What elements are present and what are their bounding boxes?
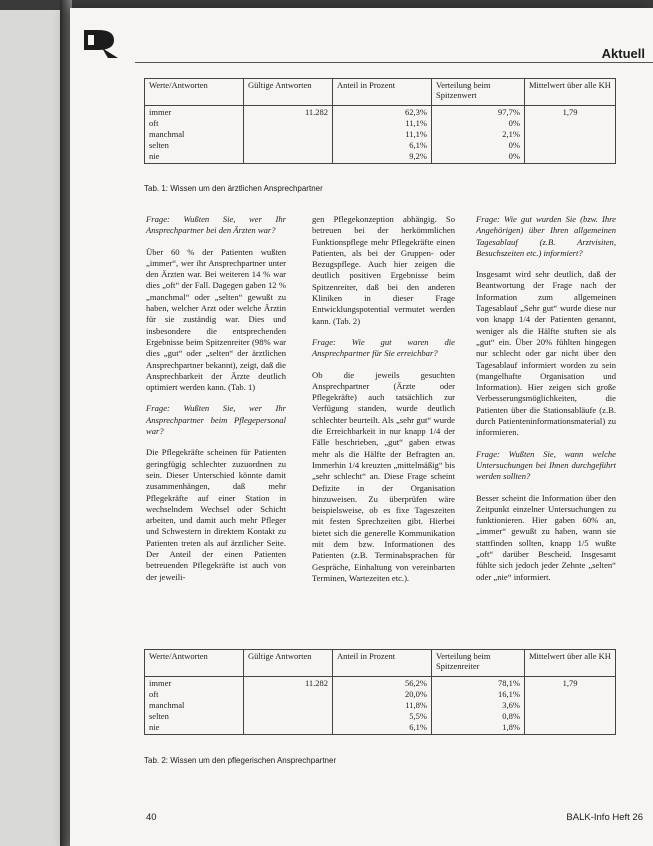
category-label: nie <box>149 722 160 732</box>
body-paragraph: Die Pflegekräfte scheinen für Patienten geringfügig schlechter zuzuordnen zu sein. Dieser Unterschied könnte damit zusammenhängen, daß mehr Pflegekräfte auf einer Station in wechselndem Wechsel oder Schicht arbeiten, und damit auch mehr Pfleger und Schwestern in direktem Kontakt zu Patienten treten als auf ärztlicher Seite. Der Anteil der einen Patienten betreuenden Pflegekräfte ist auch von der jeweili- <box>146 447 286 582</box>
text-column-1 <box>146 214 286 593</box>
table-header-cell: Verteilung beim Spitzenreiter <box>432 650 525 677</box>
table-header-cell: Mittelwert über alle KH <box>525 79 616 106</box>
table-2-caption: Tab. 2: Wissen um den pflegerischen Ansprechpartner <box>144 756 337 765</box>
body-paragraph: gen Pflegekonzeption abhängig. So betreuen bei der herkömmlichen Funktionspflege mehr Pflegekräfte einen Patienten, als bei der Gruppen- oder Bezugspflege. Auch hier zeigen die deutlich positiven Ergebnisse beim Spitzenreiter, daß bei den anderen Kliniken in dieser Frage Entwicklungspotential vermutet werden kann. (Tab. 2) <box>312 214 455 326</box>
percent-value: 20,0% <box>405 689 427 699</box>
table-header-cell: Mittelwert über alle KH <box>525 650 616 677</box>
table-1-caption: Tab. 1: Wissen um den ärztlichen Ansprechpartner <box>144 184 323 193</box>
percent-value: 11,1% <box>405 118 427 128</box>
table-body-row <box>145 677 616 735</box>
category-label: nie <box>149 151 160 161</box>
percent-value: 9,2% <box>409 151 427 161</box>
question-paragraph: Frage: Wußten Sie, wer Ihr Ansprechpartner beim Pflegepersonal war? <box>146 403 286 437</box>
table-2 <box>144 649 616 735</box>
section-label: Aktuell <box>601 46 645 61</box>
category-label: immer <box>149 678 172 688</box>
text-column-3 <box>476 214 616 593</box>
mean-value: 1,79 <box>562 678 578 688</box>
publication-name: BALK-Info Heft 26 <box>566 812 643 823</box>
percent-cell <box>333 677 432 735</box>
percent-value: 11,1% <box>405 129 427 139</box>
peak-value: 0% <box>508 140 520 150</box>
category-label: immer <box>149 107 172 117</box>
table-header-cell: Werte/Antworten <box>145 79 244 106</box>
mean-cell <box>525 677 616 735</box>
table-header-cell: Anteil in Prozent <box>333 79 432 106</box>
peak-value: 3,6% <box>502 700 520 710</box>
mean-cell <box>525 106 616 164</box>
table-header-cell: Verteilung beim Spitzenwert <box>432 79 525 106</box>
percent-cell <box>333 106 432 164</box>
peak-distribution-cell <box>432 106 525 164</box>
peak-value: 0,8% <box>502 711 520 721</box>
category-label: oft <box>149 118 159 128</box>
question-paragraph: Frage: Wie gut wurden Sie (bzw. Ihre Angehörigen) über Ihren allgemeinen Tagesablauf (z.B. Arztvisiten, Besuchszeiten etc.) informiert? <box>476 214 616 258</box>
peak-value: 78,1% <box>498 678 520 688</box>
category-label: selten <box>149 711 169 721</box>
table-header-cell: Anteil in Prozent <box>333 650 432 677</box>
category-cell <box>145 106 244 164</box>
percent-value: 56,2% <box>405 678 427 688</box>
header-rule <box>135 62 653 63</box>
page-number: 40 <box>146 812 157 823</box>
question-paragraph: Frage: Wußten Sie, wann welche Untersuchungen bei Ihnen durchgeführt werden sollten? <box>476 448 616 482</box>
peak-value: 16,1% <box>498 689 520 699</box>
table-header-cell: Werte/Antworten <box>145 650 244 677</box>
category-cell <box>145 677 244 735</box>
category-label: oft <box>149 689 159 699</box>
table-header-cell: Gültige Antworten <box>244 79 333 106</box>
percent-value: 11,8% <box>405 700 427 710</box>
category-label: manchmal <box>149 129 185 139</box>
category-label: manchmal <box>149 700 185 710</box>
question-paragraph: Frage: Wußten Sie, wer Ihr Ansprechpartner bei den Ärzten war? <box>146 214 286 236</box>
table-1 <box>144 78 616 164</box>
valid-answers-cell: 11.282 <box>244 677 333 735</box>
category-label: selten <box>149 140 169 150</box>
table-body-row <box>145 106 616 164</box>
table-header-cell: Gültige Antworten <box>244 650 333 677</box>
peak-value: 1,8% <box>502 722 520 732</box>
percent-value: 6,1% <box>409 722 427 732</box>
balk-logo-icon <box>82 24 122 60</box>
table-header-row <box>145 79 616 106</box>
peak-distribution-cell <box>432 677 525 735</box>
peak-value: 97,7% <box>498 107 520 117</box>
percent-value: 62,3% <box>405 107 427 117</box>
peak-value: 2,1% <box>502 129 520 139</box>
percent-value: 6,1% <box>409 140 427 150</box>
body-paragraph: Über 60 % der Patienten wußten „immer“, wer ihr Ansprechpartner unter den Ärzten war. Bei weiteren 14 % war dies „oft“ der Fall. Dagegen gaben 12 % „manchmal“ oder „selten“ gewußt zu haben, welcher Arzt oder welche Ärztin für sie zuständig war. Dies und insbesondere die entsprechenden Ergebnisse beim Spitzenreiter (98% war dies „gut“ oder „selten“ der ärztlichen Ansprechpartner bekannt), zeigt, daß die Ansprechbarkeit der Ärzte deutlich optimiert werden kann. (Tab. 1) <box>146 246 286 393</box>
valid-answers-cell: 11.282 <box>244 106 333 164</box>
table-header-row <box>145 650 616 677</box>
percent-value: 5,5% <box>409 711 427 721</box>
text-column-2 <box>312 214 455 594</box>
body-paragraph: Insgesamt wird sehr deutlich, daß der Beantwortung der Frage nach der Information zum allgemeinen Tagesablauf „Sehr gut“ wurde diese nur von knapp 1/4 der Patienten genannt, weniger als die Hälfte stuften sie als „gut“ ein. Über 20% fühlten hingegen nur schlecht oder gar nicht über den Tagesablauf informiert worden zu sein (mangelhafte Organisation und Information). Hier zeigen sich große Verbesserungsmöglichkeiten, die Patienten über die Stationsabläufe (z.B. durch Patienteninformationsmaterial) zu informieren. <box>476 269 616 438</box>
peak-value: 0% <box>508 118 520 128</box>
mean-value: 1,79 <box>562 107 578 117</box>
question-paragraph: Frage: Wie gut waren die Ansprechpartner für Sie erreichbar? <box>312 336 455 359</box>
body-paragraph: Besser scheint die Information über den Zeitpunkt einzelner Untersuchungen zu funktionieren. Hier gaben 60% an, „immer“ gewußt zu haben, wann sie stattfinden sollten, knapp 1/5 wußte „oft“ darüber Bescheid. Insgesamt fühlte sich jedoch jeder Zehnte „selten“ oder „nie“ informiert. <box>476 492 616 582</box>
peak-value: 0% <box>508 151 520 161</box>
body-paragraph: Ob die jeweils gesuchten Ansprechpartner (Ärzte oder Pflegekräfte) auch tatsächlich zur Verfügung standen, wurde deutlich schlechter beurteilt. Als „sehr gut“ wurde die Erreichbarkeit in nur knapp 1/4 der Fälle beschrieben, „gut“ gaben etwas mehr als die Hälfte der Befragten an. Immerhin 1/4 kreuzten „mittelmäßig“ bis „sehr schlecht“ an. Diese Frage scheint Defizite in der Organisation hinzuweisen. Zu überprüfen wäre beispielsweise, ob es fixe Tageszeiten mit festen Sprechzeiten gibt. Hierbei bietet sich die generelle Kommunikation mit dem bzw. Informationen des Patienten (z.B. Terminabsprachen für Gespräche, Einhaltung von vereinbarten Terminen, Wartezeiten etc.). <box>312 369 455 583</box>
